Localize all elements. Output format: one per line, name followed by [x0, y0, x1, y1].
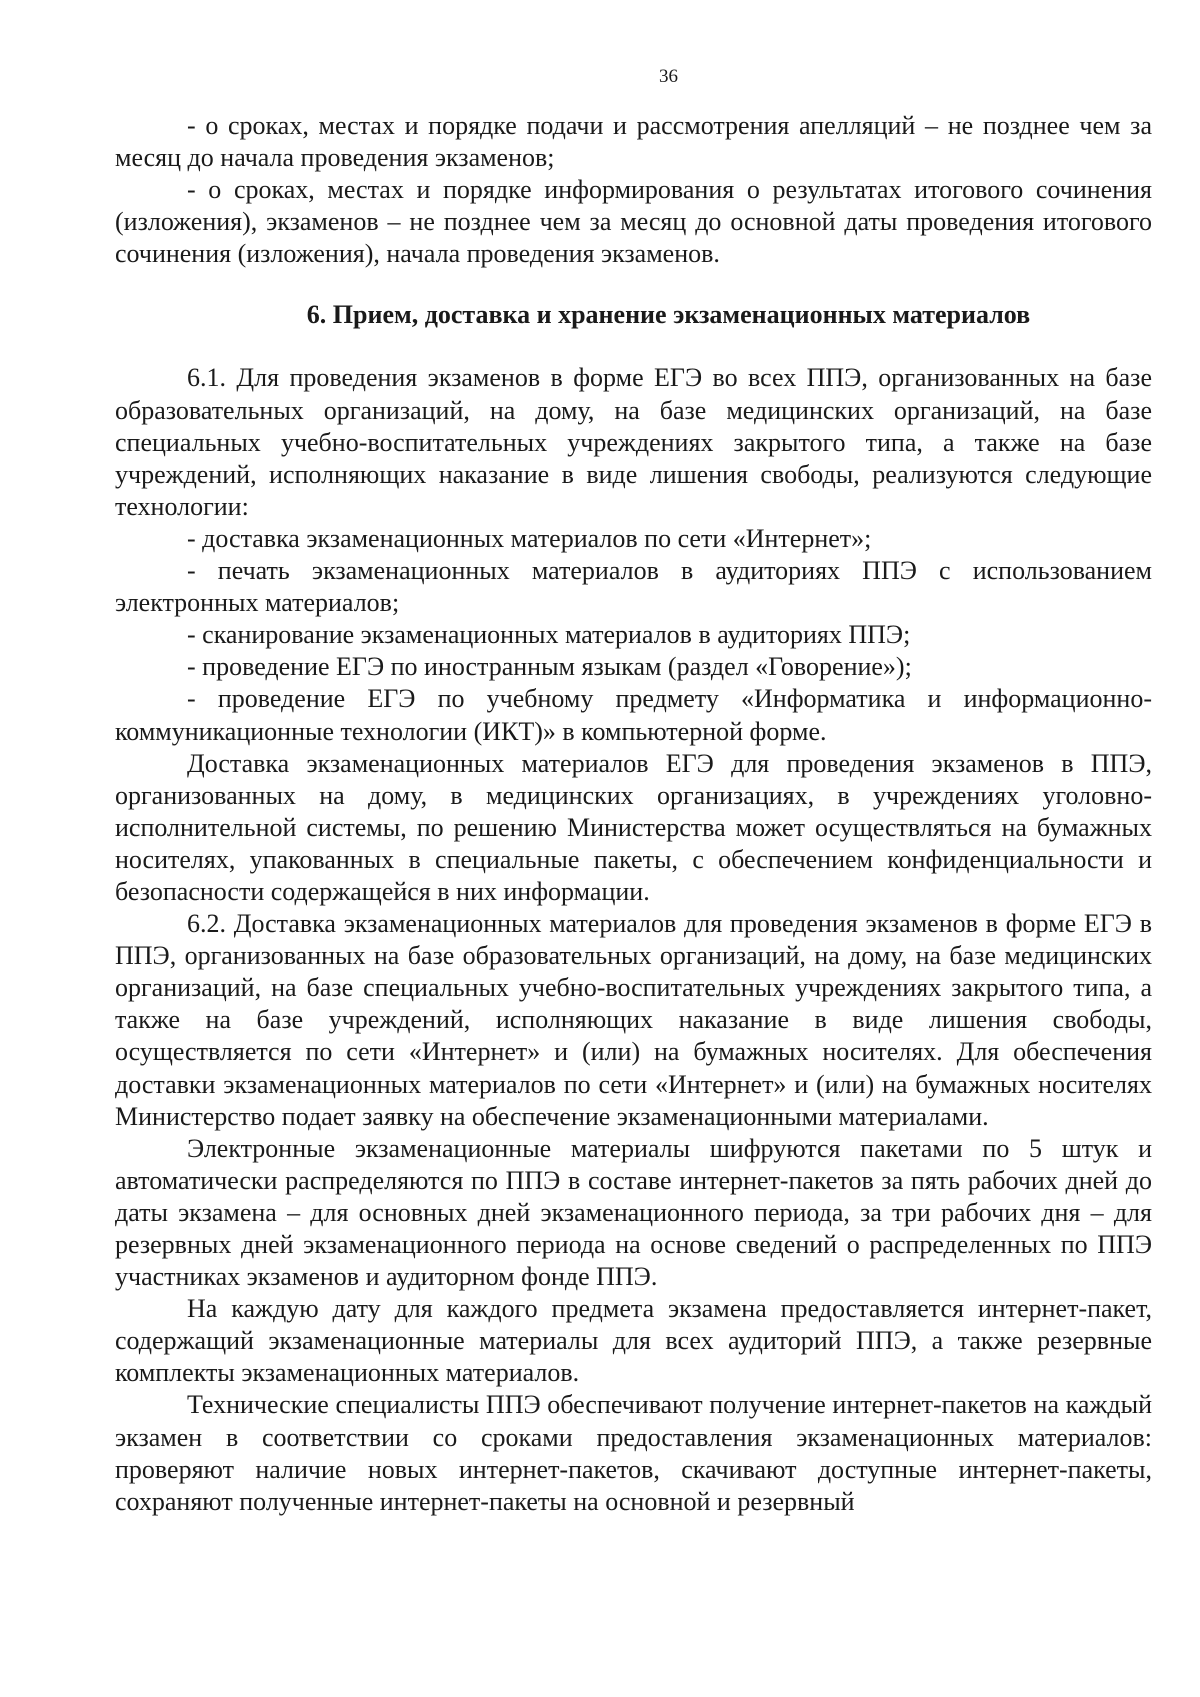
list-item-internet-delivery: - доставка экзаменационных материалов по сети «Интернет»;	[187, 523, 872, 553]
paragraph-appeals-info: - о сроках, местах и порядке подачи и рассмотрения апелляций – не позднее чем за месяц до начала проведения экзаменов;	[115, 111, 1152, 173]
paragraph-encryption: Электронные экзаменационные материалы шифруются пакетами по 5 штук и автоматически распределяются по ППЭ в составе интернет-пакетов за пять рабочих дней до даты экзамена – для основных дней экзаменационного периода, за три рабочих дня – для резервных дней экзаменационного периода на основе сведений о распределенных по ППЭ участниках экзаменов и аудиторном фонде ППЭ.	[115, 1133, 1152, 1292]
list-item-foreign-languages: - проведение ЕГЭ по иностранным языкам (раздел «Говорение»);	[187, 652, 912, 682]
section-text	[115, 362, 1152, 1517]
paragraph-technical-specialists: Технические специалисты ППЭ обеспечивают получение интернет-пакетов на каждый экзамен в соответствии со сроками предоставления экзаменационных материалов: проверяют наличие новых интернет-пакетов, скачивают доступные интернет-пакеты, сохраняют полученные интернет-пакеты на основной и резервный	[115, 1390, 1152, 1516]
paragraph-6-1: 6.1. Для проведения экзаменов в форме ЕГЭ во всех ППЭ, организованных на базе образовательных организаций, на дому, на базе медицинских организаций, на базе специальных учебно-воспитательных учреждениях закрытого типа, а также на базе учреждений, исполняющих наказание в виде лишения свободы, реализуются следующие технологии:	[115, 363, 1152, 521]
paragraph-paper-delivery: Доставка экзаменационных материалов ЕГЭ для проведения экзаменов в ППЭ, организованных на дому, в медицинских организациях, в учреждениях уголовно-исполнительной системы, по решению Министерства может осуществляться на бумажных носителях, упакованных в специальные пакеты, с обеспечением конфиденциальности и безопасности содержащейся в них информации.	[115, 748, 1152, 906]
list-item-printing: - печать экзаменационных материалов в аудиториях ППЭ с использованием электронных материалов;	[115, 556, 1152, 618]
paragraph-internet-package: На каждую дату для каждого предмета экзамена предоставляется интернет-пакет, содержащий экзаменационные материалы для всех аудиторий ППЭ, а также резервные комплекты экзаменационных материалов.	[115, 1294, 1152, 1388]
list-item-scanning: - сканирование экзаменационных материалов в аудиториях ППЭ;	[187, 620, 911, 650]
intro-text	[115, 110, 1152, 270]
page-number: 36	[659, 66, 678, 87]
section-heading: 6. Прием, доставка и хранение экзаменационных материалов	[306, 300, 1031, 330]
paragraph-6-2: 6.2. Доставка экзаменационных материалов для проведения экзаменов в форме ЕГЭ в ППЭ, организованных на базе образовательных организаций, на дому, на базе медицинских организаций, на базе специальных учебно-воспитательных учреждениях закрытого типа, а также на базе учреждений, исполняющих наказание в виде лишения свободы, осуществляется по сети «Интернет» и (или) на бумажных носителях. Для обеспечения доставки экзаменационных материалов по сети «Интернет» и (или) на бумажных носителях Министерство подает заявку на обеспечение экзаменационными материалами.	[115, 909, 1152, 1131]
list-item-informatics: - проведение ЕГЭ по учебному предмету «Информатика и информационно-коммуникационные технологии (ИКТ)» в компьютерной форме.	[115, 684, 1152, 746]
paragraph-results-info: - о сроках, местах и порядке информирования о результатах итогового сочинения (изложения), экзаменов – не позднее чем за месяц до основной даты проведения итогового сочинения (изложения), начала проведения экзаменов.	[115, 175, 1152, 269]
